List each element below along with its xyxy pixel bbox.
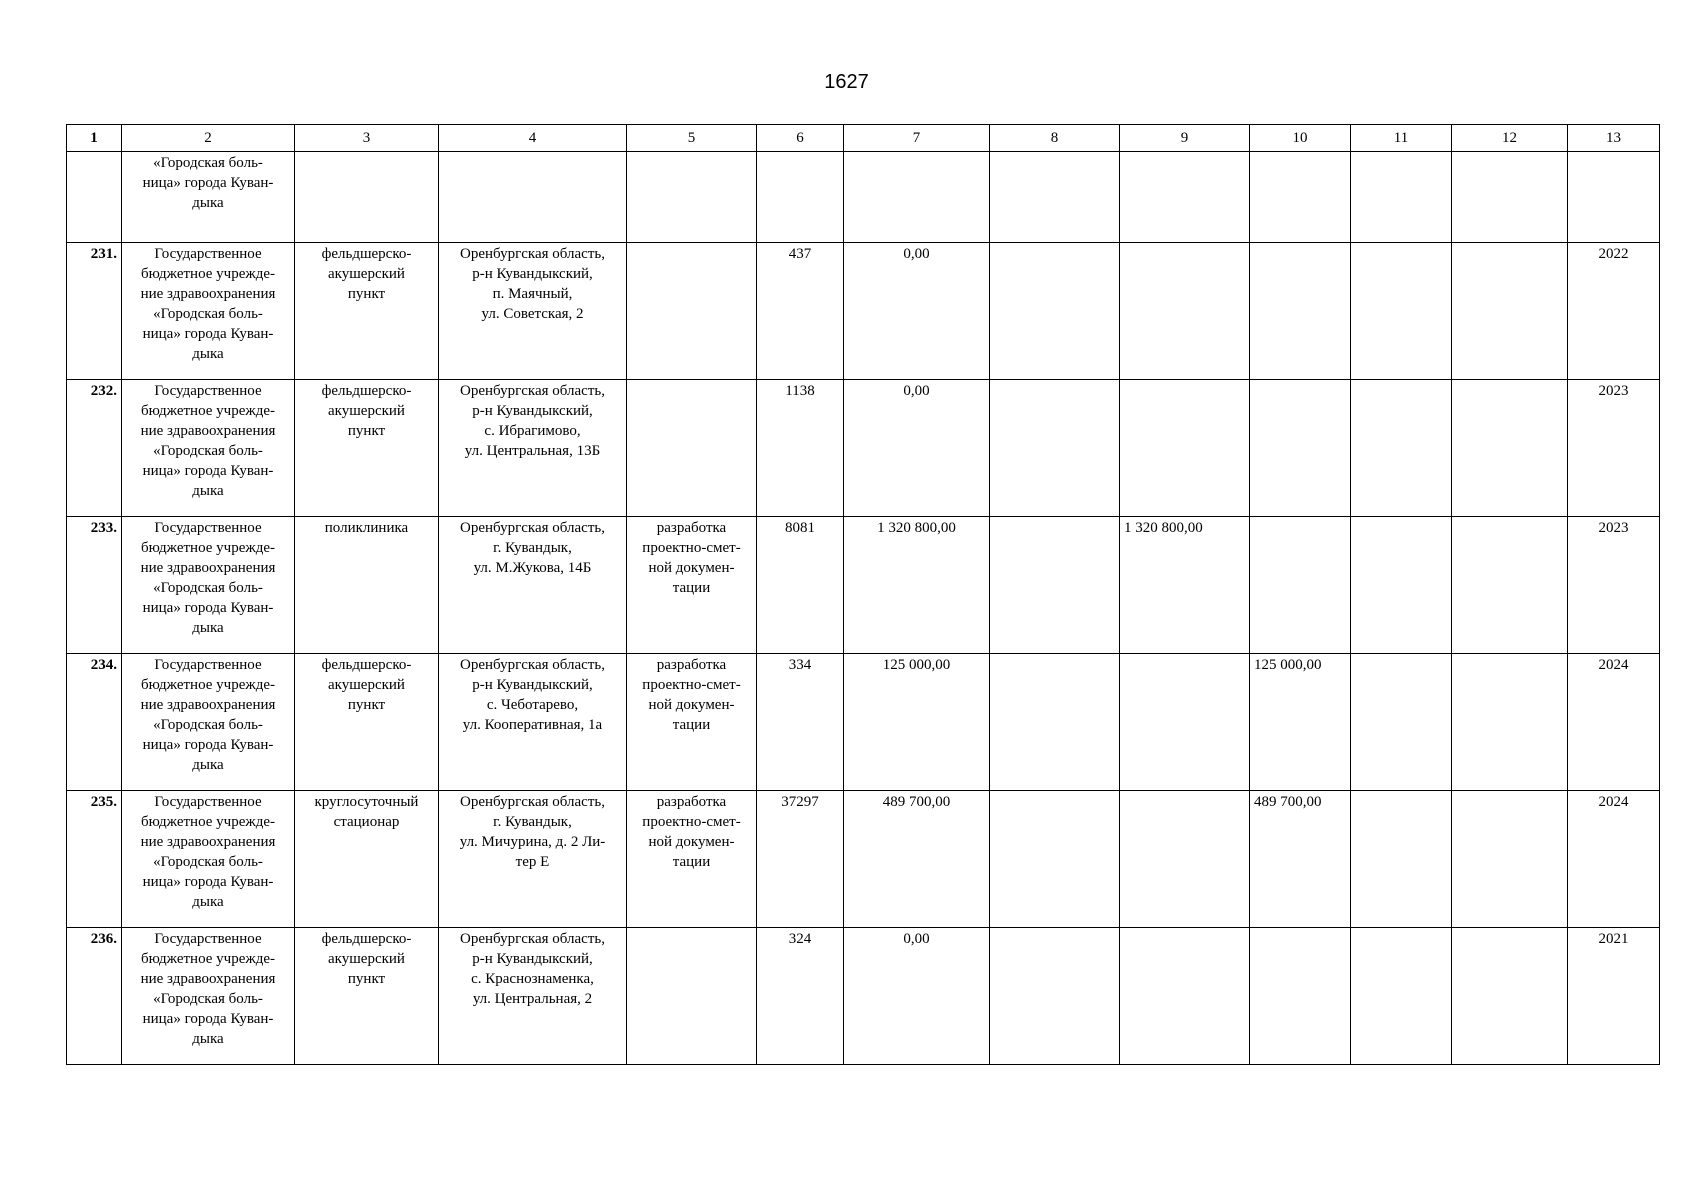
- organization-cell: [122, 380, 295, 517]
- row-index-text: 234.: [90, 657, 117, 673]
- col-12-cell: [1452, 380, 1568, 517]
- column-number-row: [67, 125, 1660, 152]
- column-number: 5: [627, 125, 757, 152]
- col-6-cell: [757, 791, 844, 928]
- work-type-text: разработка проектно-смет- ной докумен- тации: [642, 520, 741, 596]
- col-6-cell: [757, 928, 844, 1065]
- col-12-cell: [1452, 654, 1568, 791]
- work-type-text: разработка проектно-смет- ной докумен- тации: [642, 794, 741, 870]
- col-9-text: 1 320 800,00: [1124, 520, 1203, 536]
- table-row-continuation: [67, 152, 1660, 243]
- address-text: Оренбургская область, р-н Кувандыкский, с. Ибрагимово, ул. Центральная, 13Б: [460, 383, 605, 459]
- object-type-text: круглосуточный стационар: [314, 794, 419, 830]
- col-7-text: 0,00: [903, 383, 930, 399]
- col-9-cell: [1120, 152, 1250, 243]
- col-12-cell: [1452, 243, 1568, 380]
- col-7-cell: [844, 380, 990, 517]
- table-row: [67, 380, 1660, 517]
- organization-text: Государственное бюджетное учрежде- ние здравоохранения «Городская боль- ница» города Куван- дыка: [140, 657, 276, 773]
- organization-text: Государственное бюджетное учрежде- ние здравоохранения «Городская боль- ница» города Куван- дыка: [140, 383, 276, 499]
- table-row: [67, 928, 1660, 1065]
- object-type-text: фельдшерско- акушерский пункт: [321, 383, 412, 439]
- col-9-cell: [1120, 928, 1250, 1065]
- col-12-cell: [1452, 928, 1568, 1065]
- col-11-cell: [1351, 654, 1452, 791]
- col-7-cell: [844, 654, 990, 791]
- col-7-text: 0,00: [903, 246, 930, 262]
- col-10-cell: [1250, 517, 1351, 654]
- col-7-text: 489 700,00: [882, 794, 951, 810]
- col-7-cell: [844, 243, 990, 380]
- row-index-text: 233.: [90, 520, 117, 536]
- col-12-cell: [1452, 517, 1568, 654]
- address-cell: [439, 380, 627, 517]
- register-table: [66, 124, 1660, 1065]
- col-6-cell: [757, 243, 844, 380]
- address-cell: [439, 928, 627, 1065]
- col-7-cell: [844, 928, 990, 1065]
- col-10-cell: [1250, 791, 1351, 928]
- organization-cell: [122, 517, 295, 654]
- col-8-cell: [990, 791, 1120, 928]
- address-text: Оренбургская область, р-н Кувандыкский, с. Чеботарево, ул. Кооперативная, 1а: [460, 657, 605, 733]
- col-12-cell: [1452, 791, 1568, 928]
- col-8-cell: [990, 928, 1120, 1065]
- table-row: [67, 791, 1660, 928]
- col-11-cell: [1351, 243, 1452, 380]
- organization-cell: [122, 928, 295, 1065]
- object-type-text: фельдшерско- акушерский пункт: [321, 246, 412, 302]
- organization-text: Государственное бюджетное учрежде- ние здравоохранения «Городская боль- ница» города Куван- дыка: [140, 246, 276, 362]
- year-cell: [1568, 152, 1660, 243]
- organization-cell: [122, 791, 295, 928]
- col-11-cell: [1351, 928, 1452, 1065]
- col-10-cell: [1250, 928, 1351, 1065]
- page-number: 1627: [824, 71, 869, 93]
- col-9-cell: [1120, 243, 1250, 380]
- table-row: [67, 654, 1660, 791]
- year-cell: [1568, 654, 1660, 791]
- organization-text: Государственное бюджетное учрежде- ние здравоохранения «Городская боль- ница» города Куван- дыка: [140, 931, 276, 1047]
- col-9-cell: [1120, 654, 1250, 791]
- object-type-cell: [295, 791, 439, 928]
- organization-cell: [122, 654, 295, 791]
- col-6-cell: [757, 654, 844, 791]
- col-10-cell: [1250, 380, 1351, 517]
- col-11-cell: [1351, 152, 1452, 243]
- column-number: 10: [1250, 125, 1351, 152]
- column-number: 4: [439, 125, 627, 152]
- col-10-cell: [1250, 243, 1351, 380]
- address-text: Оренбургская область, г. Кувандык, ул. Мичурина, д. 2 Ли- тер Е: [459, 794, 606, 870]
- object-type-cell: [295, 517, 439, 654]
- col-6-cell: [757, 152, 844, 243]
- column-number: 3: [295, 125, 439, 152]
- column-number: 9: [1120, 125, 1250, 152]
- year-cell: [1568, 243, 1660, 380]
- row-index-text: 231.: [90, 246, 117, 262]
- col-10-text: 489 700,00: [1254, 794, 1322, 810]
- col-6-cell: [757, 380, 844, 517]
- row-index-cell: [67, 928, 122, 1065]
- col-7-text: 1 320 800,00: [877, 520, 956, 536]
- work-type-cell: [627, 517, 757, 654]
- year-cell: [1568, 791, 1660, 928]
- address-cell: [439, 517, 627, 654]
- col-7-cell: [844, 791, 990, 928]
- col-6-text: 37297: [781, 794, 819, 810]
- row-index-cell: [67, 243, 122, 380]
- col-8-cell: [990, 654, 1120, 791]
- col-10-cell: [1250, 654, 1351, 791]
- col-11-cell: [1351, 791, 1452, 928]
- col-6-text: 1138: [785, 383, 815, 399]
- col-11-cell: [1351, 380, 1452, 517]
- year-text: 2024: [1598, 794, 1629, 810]
- col-10-cell: [1250, 152, 1351, 243]
- row-index-cell: [67, 791, 122, 928]
- address-text: Оренбургская область, г. Кувандык, ул. М.Жукова, 14Б: [460, 520, 605, 576]
- address-cell: [439, 791, 627, 928]
- col-11-cell: [1351, 517, 1452, 654]
- work-type-cell: [627, 928, 757, 1065]
- row-index-cell: [67, 380, 122, 517]
- year-text: 2024: [1598, 657, 1629, 673]
- year-text: 2021: [1598, 931, 1629, 947]
- col-7-cell: [844, 517, 990, 654]
- work-type-cell: [627, 243, 757, 380]
- object-type-text: фельдшерско- акушерский пункт: [321, 657, 412, 713]
- address-cell: [439, 243, 627, 380]
- row-index-text: 232.: [90, 383, 117, 399]
- col-7-text: 0,00: [903, 931, 930, 947]
- object-type-cell: [295, 380, 439, 517]
- col-6-text: 437: [788, 246, 812, 262]
- object-type-text: фельдшерско- акушерский пункт: [321, 931, 412, 987]
- year-cell: [1568, 517, 1660, 654]
- column-number: 11: [1351, 125, 1452, 152]
- object-type-cell: [295, 928, 439, 1065]
- column-number: 13: [1568, 125, 1660, 152]
- year-text: 2023: [1598, 520, 1629, 536]
- row-index-cell: [67, 152, 122, 243]
- year-cell: [1568, 928, 1660, 1065]
- col-12-cell: [1452, 152, 1568, 243]
- col-8-cell: [990, 152, 1120, 243]
- address-text: Оренбургская область, р-н Кувандыкский, с. Краснознаменка, ул. Центральная, 2: [460, 931, 605, 1007]
- object-type-cell: [295, 654, 439, 791]
- column-number: 12: [1452, 125, 1568, 152]
- col-6-text: 334: [788, 657, 812, 673]
- object-type-cell: [295, 152, 439, 243]
- organization-text: Государственное бюджетное учрежде- ние здравоохранения «Городская боль- ница» города Куван- дыка: [140, 520, 276, 636]
- column-number: 1: [67, 125, 122, 152]
- row-index-text: 235.: [90, 794, 117, 810]
- col-8-cell: [990, 517, 1120, 654]
- organization-cell: [122, 152, 295, 243]
- column-number: 6: [757, 125, 844, 152]
- col-9-cell: [1120, 517, 1250, 654]
- column-number: 7: [844, 125, 990, 152]
- col-10-text: 125 000,00: [1254, 657, 1322, 673]
- year-cell: [1568, 380, 1660, 517]
- organization-text: Государственное бюджетное учрежде- ние здравоохранения «Городская боль- ница» города Куван- дыка: [140, 794, 276, 910]
- col-6-text: 8081: [785, 520, 815, 536]
- work-type-text: разработка проектно-смет- ной докумен- тации: [642, 657, 741, 733]
- year-text: 2022: [1598, 246, 1629, 262]
- table-row: [67, 517, 1660, 654]
- object-type-text: поликлиника: [324, 520, 409, 536]
- year-text: 2023: [1598, 383, 1629, 399]
- organization-text: «Городская боль- ница» города Куван- дыка: [142, 155, 274, 211]
- address-cell: [439, 654, 627, 791]
- col-7-text: 125 000,00: [882, 657, 951, 673]
- col-6-cell: [757, 517, 844, 654]
- row-index-cell: [67, 654, 122, 791]
- object-type-cell: [295, 243, 439, 380]
- table-row: [67, 243, 1660, 380]
- work-type-cell: [627, 380, 757, 517]
- work-type-cell: [627, 654, 757, 791]
- col-9-cell: [1120, 791, 1250, 928]
- col-9-cell: [1120, 380, 1250, 517]
- work-type-cell: [627, 791, 757, 928]
- organization-cell: [122, 243, 295, 380]
- col-8-cell: [990, 243, 1120, 380]
- row-index-text: 236.: [90, 931, 117, 947]
- col-7-cell: [844, 152, 990, 243]
- address-text: Оренбургская область, р-н Кувандыкский, п. Маячный, ул. Советская, 2: [460, 246, 605, 322]
- col-6-text: 324: [788, 931, 812, 947]
- work-type-cell: [627, 152, 757, 243]
- col-8-cell: [990, 380, 1120, 517]
- row-index-cell: [67, 517, 122, 654]
- column-number: 2: [122, 125, 295, 152]
- address-cell: [439, 152, 627, 243]
- column-number: 8: [990, 125, 1120, 152]
- data-rows: [67, 243, 1660, 1065]
